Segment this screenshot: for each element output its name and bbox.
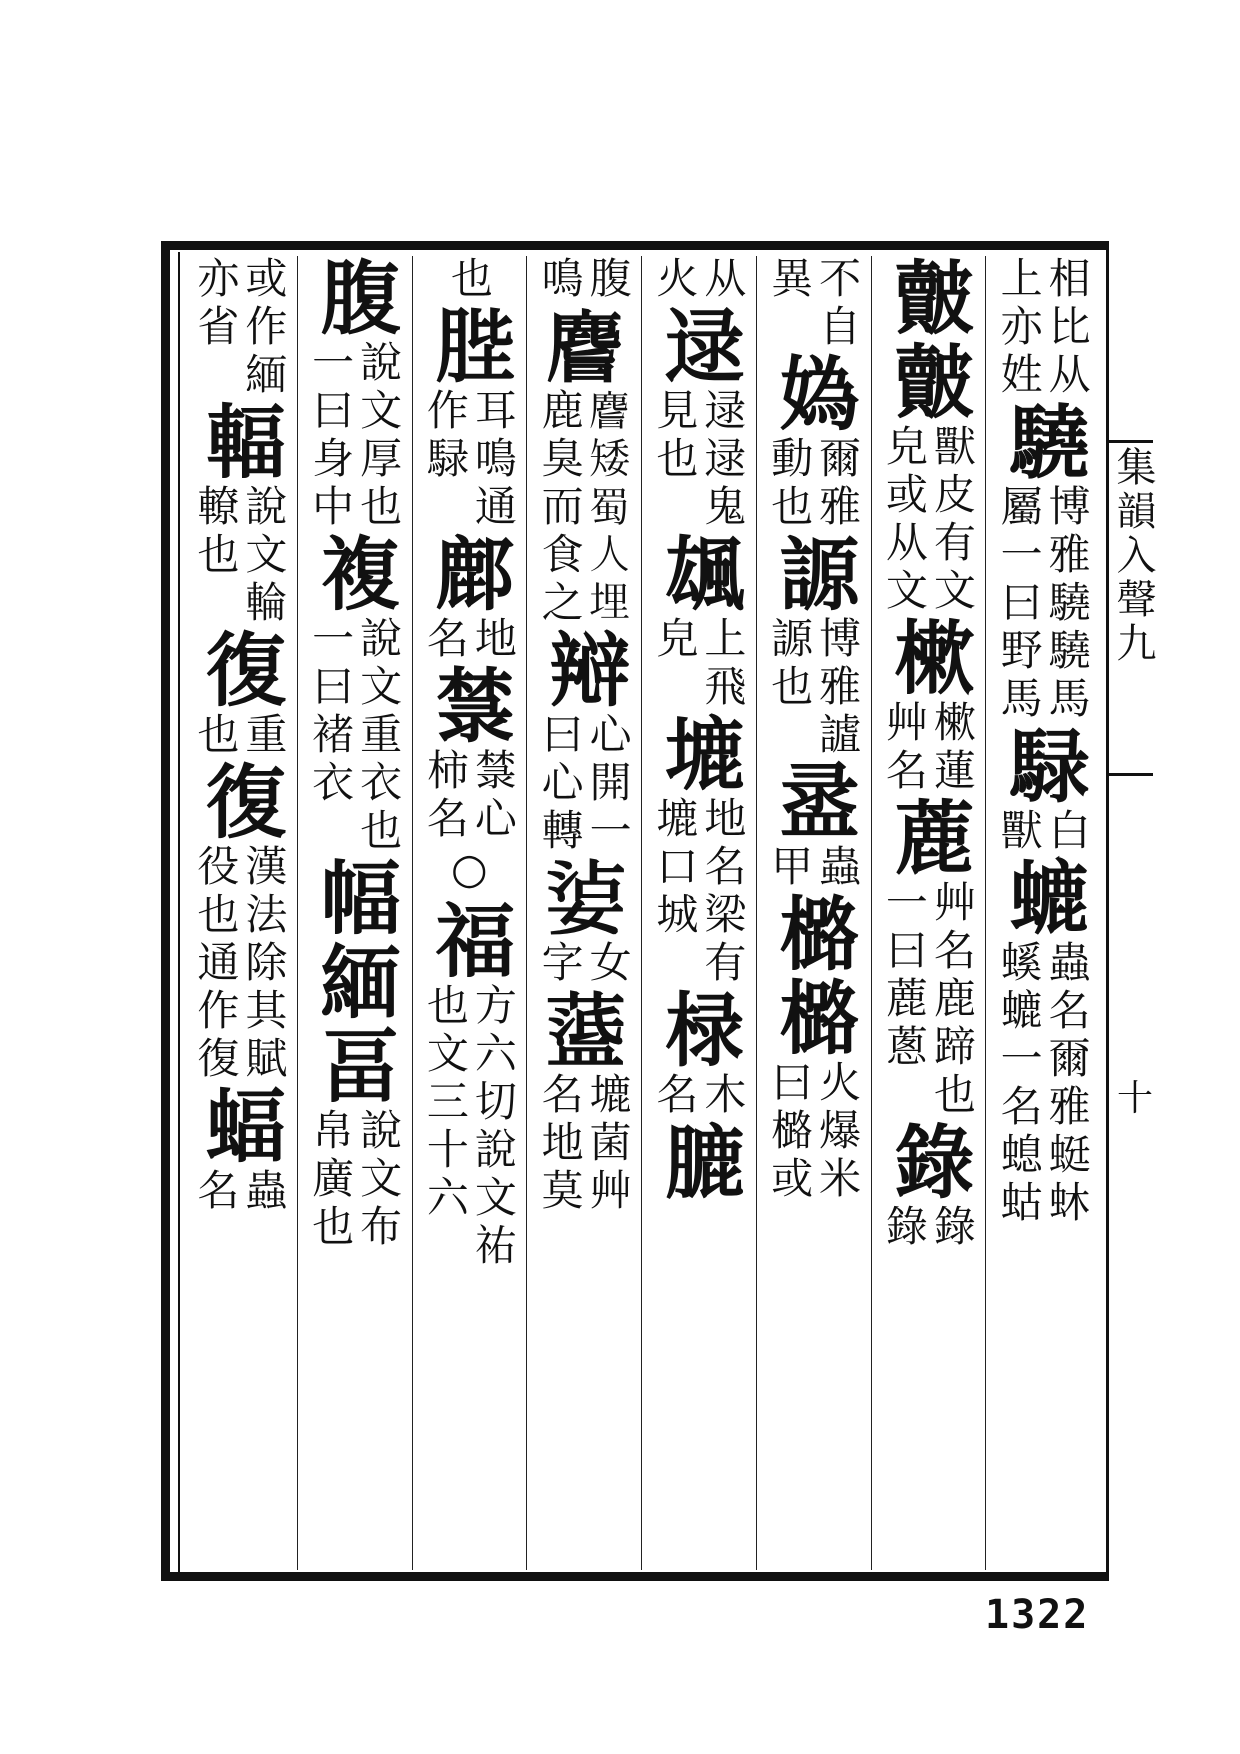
annotation-line: 塶口城 — [650, 796, 700, 940]
annotation-line: 心開一 — [583, 712, 633, 856]
annotation-line: 一曰褚衣 — [306, 616, 356, 808]
headword-text: 騄 — [995, 724, 1090, 808]
page-number: 1322 — [985, 1592, 1090, 1638]
annotation — [191, 712, 287, 760]
annotation — [765, 256, 861, 352]
text-column — [985, 256, 1100, 1570]
annotation-line: 動也 — [765, 436, 815, 532]
annotation — [421, 616, 517, 664]
headword-text: 蝠 — [192, 1084, 287, 1168]
column-rule — [756, 256, 757, 1570]
text-column — [871, 256, 986, 1570]
annotation — [536, 712, 632, 856]
headword — [306, 256, 402, 340]
annotation — [421, 983, 517, 1271]
headword — [191, 760, 287, 844]
annotation-line: 柿名 — [420, 748, 470, 844]
annotation — [765, 616, 861, 760]
annotation-line: 屬一曰野馬 — [994, 484, 1044, 724]
annotation-line: 火爆米 — [813, 1060, 863, 1204]
headword — [191, 628, 287, 712]
annotation-line: 名 — [191, 1168, 241, 1216]
annotation-line: 說文布 — [354, 1108, 404, 1252]
headword — [765, 532, 861, 616]
annotation-line: 重 — [239, 712, 289, 760]
text-column — [297, 256, 412, 1570]
annotation-line: 上亦姓 — [994, 256, 1044, 400]
headword-text: 螰 — [995, 856, 1090, 940]
annotation-line: 異 — [765, 256, 815, 304]
headword — [765, 352, 861, 436]
annotation — [880, 424, 976, 616]
annotation-line: 錄 — [879, 1204, 929, 1252]
headword — [880, 796, 976, 880]
annotation — [445, 256, 493, 304]
text-column — [182, 256, 297, 1570]
annotation — [421, 748, 517, 844]
column-rule — [526, 256, 527, 1570]
annotation — [650, 388, 746, 532]
annotation-line: 或作緬 — [239, 256, 289, 400]
headword-text: 㯝㯝 — [766, 892, 861, 1060]
headword — [421, 899, 517, 983]
headword — [421, 304, 517, 388]
headword — [191, 400, 287, 484]
annotation-line: 一曰身中 — [306, 340, 356, 532]
margin-tab-mark: 十 — [1117, 1078, 1154, 1119]
headword — [306, 532, 402, 616]
headword-text: 𦽘 — [536, 988, 631, 1072]
headword-text: 復 — [192, 760, 287, 844]
annotation — [191, 844, 287, 1084]
annotation — [191, 1168, 287, 1216]
annotation-line: ○ — [444, 844, 494, 899]
annotation — [191, 484, 287, 628]
headword-text: 䏶 — [421, 304, 516, 388]
text-column — [526, 256, 641, 1570]
annotation-line: 㯟心 — [468, 748, 518, 844]
annotation-line: 亦省 — [191, 256, 241, 352]
headword — [306, 856, 402, 1108]
headword-text: 幅緬畐 — [307, 856, 402, 1108]
annotation — [536, 940, 632, 988]
annotation — [536, 1072, 632, 1216]
annotation — [306, 616, 402, 856]
headword-text: 輻 — [192, 400, 287, 484]
headword — [650, 988, 746, 1072]
annotation-line: 博雅驍驍馬 — [1042, 484, 1092, 724]
annotation — [995, 484, 1091, 724]
annotation-line: 塶菌艸 — [583, 1072, 633, 1216]
annotation-line: 博雅謯 — [813, 616, 863, 760]
annotation-line: 作騄 — [420, 388, 470, 484]
annotation-line: 艸名 — [879, 700, 929, 796]
annotation — [995, 940, 1091, 1228]
annotation — [536, 388, 632, 628]
annotation-line: 白 — [1042, 808, 1092, 856]
headword — [650, 1120, 746, 1204]
annotation — [765, 436, 861, 532]
headword — [421, 532, 517, 616]
column-rule — [297, 256, 298, 1570]
headword-text: 福 — [421, 899, 516, 983]
annotation-line: 螇螰一名螅蛄 — [994, 940, 1044, 1228]
annotation — [650, 616, 746, 712]
annotation-line: 鳴 — [535, 256, 585, 304]
annotation-line: 轑也 — [191, 484, 241, 580]
annotation — [765, 844, 861, 892]
annotation-line: 名地莫 — [535, 1072, 585, 1216]
annotation — [445, 844, 493, 899]
annotation-line: 鹿臭而食之 — [535, 388, 585, 628]
headword — [536, 988, 632, 1072]
headword-text: 複 — [307, 532, 402, 616]
headword-text: 樕 — [880, 616, 975, 700]
annotation-line: 說文重衣也 — [354, 616, 404, 856]
annotation — [306, 340, 402, 532]
annotation-line: 相比从 — [1042, 256, 1092, 400]
annotation-line: 木 — [698, 1072, 748, 1120]
annotation-line: 方六切說文祐 — [468, 983, 518, 1271]
headword-text: 鄜 — [421, 532, 516, 616]
annotation-line: 耳鳴通 — [468, 388, 518, 532]
annotation-line: 漢法除其賦 — [239, 844, 289, 1084]
headword-text: 𪊨 — [536, 304, 631, 388]
text-column — [756, 256, 871, 1570]
annotation-line: 役也通作復 — [191, 844, 241, 1084]
annotation-line: 也 — [191, 712, 241, 760]
headword — [650, 712, 746, 796]
annotation-line: 艸名鹿蹄也 — [927, 880, 977, 1120]
headword — [536, 304, 632, 388]
annotation-line: 火 — [650, 256, 700, 304]
annotation-line: 蟲名爾雅蜓蚞 — [1042, 940, 1092, 1228]
annotation-line: 女 — [583, 940, 633, 988]
annotation-line: 𪊨矮蜀人埋 — [583, 388, 633, 628]
column-rule — [412, 256, 413, 1570]
headword — [880, 1120, 976, 1204]
annotation — [880, 1204, 976, 1252]
annotation-line: 蟲 — [239, 1168, 289, 1216]
headword — [536, 856, 632, 940]
annotation — [421, 388, 517, 532]
annotation-line: 名 — [420, 616, 470, 664]
headword — [191, 1084, 287, 1168]
headword-text: 𡝫 — [536, 856, 631, 940]
annotation-line: 上飛 — [698, 616, 748, 712]
headword-text: 蔍 — [880, 796, 975, 880]
headword — [650, 304, 746, 388]
annotation-line: 一曰蔍蔥 — [879, 880, 929, 1072]
annotation — [880, 880, 976, 1120]
annotation-line: 曰心轉 — [535, 712, 585, 856]
headword-text: 盝 — [766, 760, 861, 844]
annotation — [650, 256, 746, 304]
annotation-line: 字 — [535, 940, 585, 988]
margin-tab-title: 集韻入聲九 — [1110, 446, 1156, 666]
headword — [536, 628, 632, 712]
annotation-line: 地 — [468, 616, 518, 664]
headword-text: 逯 — [651, 304, 746, 388]
headword-text: 謜 — [766, 532, 861, 616]
headword-text: 膔 — [651, 1120, 746, 1204]
column-rule — [985, 256, 986, 1570]
annotation-line: 也文三十六 — [420, 983, 470, 1223]
headword-text: 㯟 — [421, 664, 516, 748]
annotation — [650, 1072, 746, 1120]
headword-text: 塶 — [651, 712, 746, 796]
annotation-line: 謜也 — [765, 616, 815, 712]
annotation — [191, 256, 287, 400]
headword-text: 皾皾 — [880, 256, 975, 424]
text-column — [641, 256, 756, 1570]
annotation-line: 腹 — [583, 256, 633, 304]
headword-text: 復 — [192, 628, 287, 712]
headword — [880, 256, 976, 424]
headword — [995, 856, 1091, 940]
headword — [880, 616, 976, 700]
headword — [650, 532, 746, 616]
annotation-line: 也 — [444, 256, 494, 304]
annotation-line: 不自 — [813, 256, 863, 352]
column-rule — [871, 256, 872, 1570]
annotation — [880, 700, 976, 796]
headword — [995, 400, 1091, 484]
annotation — [306, 1108, 402, 1252]
annotation-line: 蟲 — [813, 844, 863, 892]
annotation-line: 甲 — [765, 844, 815, 892]
headword-text: 䫺 — [651, 532, 746, 616]
annotation-line: 樕蓮 — [927, 700, 977, 796]
headword-text: 錄 — [880, 1120, 975, 1204]
column-rule — [641, 256, 642, 1570]
annotation — [995, 808, 1091, 856]
headword — [421, 664, 517, 748]
annotation-line: 逯逯鬼 — [698, 388, 748, 532]
annotation — [765, 1060, 861, 1204]
headword-text: 腹 — [307, 256, 402, 340]
headword — [765, 892, 861, 1060]
headword — [765, 760, 861, 844]
headword-text: 驍 — [995, 400, 1090, 484]
annotation-line: 爾雅 — [813, 436, 863, 532]
annotation — [995, 256, 1091, 400]
text-column — [412, 256, 527, 1570]
annotation-line: 見也 — [650, 388, 700, 484]
headword-text: 媯 — [766, 352, 861, 436]
annotation-line: 帛廣也 — [306, 1108, 356, 1252]
annotation-line: 獸皮有文 — [927, 424, 977, 616]
annotation — [536, 256, 632, 304]
headword-text: 㦚 — [536, 628, 631, 712]
headword — [995, 724, 1091, 808]
annotation-line: 名 — [650, 1072, 700, 1120]
annotation-line: 地名梁有 — [698, 796, 748, 988]
annotation-line: 皃 — [650, 616, 700, 664]
annotation-line: 从 — [698, 256, 748, 304]
annotation-line: 說文輪 — [239, 484, 289, 628]
annotation-line: 說文厚也 — [354, 340, 404, 532]
annotation — [650, 796, 746, 988]
annotation-line: 獸 — [994, 808, 1044, 856]
annotation-line: 錄 — [927, 1204, 977, 1252]
annotation-line: 皃或从文 — [879, 424, 929, 616]
headword-text: 椂 — [651, 988, 746, 1072]
annotation-line: 曰㯝或 — [765, 1060, 815, 1204]
